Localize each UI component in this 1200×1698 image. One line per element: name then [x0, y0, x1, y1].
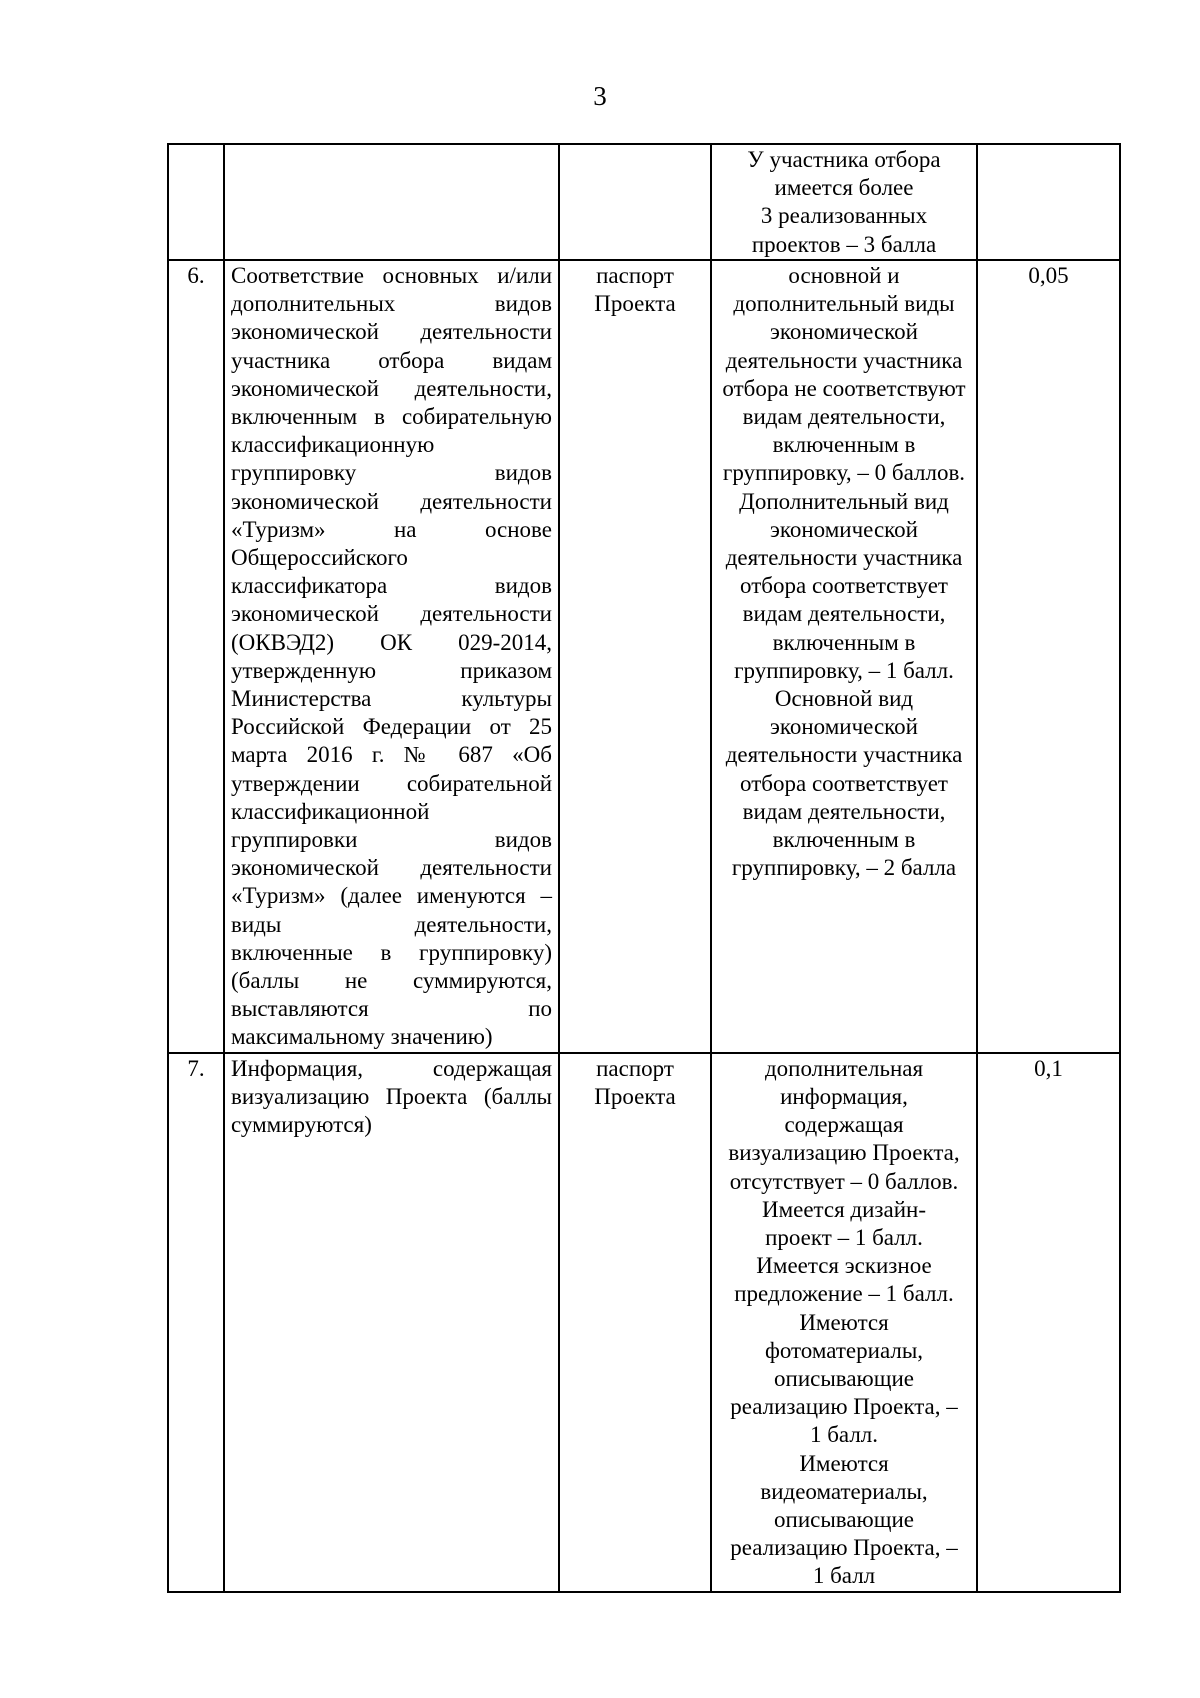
criterion-line: классификатора видов [231, 573, 552, 599]
criterion-line: (баллы не суммируются, [231, 968, 552, 994]
table-row-continued [168, 144, 1120, 260]
score-line: реализацию Проекта, – [730, 1535, 958, 1561]
score-line: видам деятельности, [742, 601, 946, 627]
criterion-line: экономической деятельности [231, 319, 552, 345]
criterion-line: Министерства культуры [231, 686, 552, 712]
score-line: деятельности участника [725, 742, 963, 768]
criterion-line: «Туризм» на основе [231, 516, 552, 542]
criteria-table [167, 143, 1121, 1593]
criterion-line: участника отбора видам [231, 347, 552, 373]
criterion-line: утверждении собирательной [231, 770, 552, 796]
score-line: группировку, – 1 балл. [734, 657, 954, 683]
score-line: деятельности участника [725, 545, 963, 571]
score-line: видам деятельности, [742, 404, 946, 430]
score-line: отбора соответствует [740, 770, 948, 796]
criterion-line: выставляются по [231, 996, 552, 1022]
criterion-line: группировку видов [231, 460, 552, 486]
cell-source [559, 1053, 711, 1592]
criterion-line: экономической деятельности [231, 855, 552, 881]
source-line: Проекта [594, 1083, 676, 1109]
score-line: отбора соответствует [740, 573, 948, 599]
table-row [168, 260, 1120, 1053]
cell-weight: 0,05 [977, 260, 1120, 1053]
criterion-line: суммируются) [231, 1112, 372, 1138]
table-row [168, 1053, 1120, 1592]
criterion-line: (ОКВЭД2) ОК 029-2014, [231, 629, 552, 655]
score-line: видам деятельности, [742, 798, 946, 824]
cell-weight [977, 144, 1120, 260]
page-number: 3 [593, 81, 607, 111]
criterion-line: экономической деятельности [231, 488, 552, 514]
score-line: 1 балл. [809, 1422, 879, 1448]
cell-source [559, 144, 711, 260]
criterion-line: классификационную [231, 432, 435, 458]
score-line: включенным в [772, 432, 916, 458]
cell-score [711, 144, 977, 260]
criterion-line: марта 2016 г. № 687 «Об [231, 742, 552, 768]
source-line: паспорт [596, 263, 674, 288]
criterion-line: экономической деятельности, [231, 375, 552, 401]
cell-criterion [224, 1053, 559, 1592]
source-line: Проекта [594, 291, 676, 317]
cell-criterion [224, 260, 559, 1053]
score-line: дополнительный виды [733, 291, 955, 317]
criterion-line: утвержденную приказом [231, 657, 552, 683]
score-line: имеется более [774, 175, 914, 201]
criterion-line: Общероссийского [231, 545, 408, 571]
score-line: Основной вид [774, 686, 914, 712]
score-line: проект – 1 балл. [765, 1224, 923, 1250]
score-line: Имеется дизайн- [761, 1196, 927, 1222]
row-number: 7. [168, 1053, 224, 1592]
criterion-line: виды деятельности, [231, 911, 552, 937]
score-line: описывающие [774, 1506, 914, 1532]
criterion-line: включенные в группировку) [231, 939, 552, 965]
score-line: группировку, – 0 баллов. [722, 460, 966, 486]
criterion-line: группировки видов [231, 827, 552, 853]
score-line: группировку, – 2 балла [731, 855, 957, 881]
score-line: дополнительная [764, 1055, 924, 1081]
source-line: паспорт [596, 1055, 674, 1081]
score-line: описывающие [774, 1365, 914, 1391]
criterion-line: максимальному значению) [231, 1024, 493, 1050]
cell-criterion [224, 144, 559, 260]
score-line: деятельности участника [725, 347, 963, 373]
criterion-line: Российской Федерации от 25 [231, 714, 552, 740]
cell-source [559, 260, 711, 1053]
score-line: экономической [770, 714, 918, 740]
score-line: информация, [780, 1083, 908, 1109]
score-line: отсутствует – 0 баллов. [729, 1168, 959, 1194]
criterion-line: Информация, содержащая [231, 1055, 552, 1081]
cell-score [711, 1053, 977, 1592]
cell-number [168, 144, 224, 260]
criterion-line: дополнительных видов [231, 291, 552, 317]
criterion-line: Соответствие основных и/или [231, 263, 552, 288]
score-line: У участника отбора [747, 147, 941, 172]
score-line: предложение – 1 балл. [734, 1281, 954, 1307]
row-number: 6. [168, 260, 224, 1053]
score-line: проектов – 3 балла [751, 231, 937, 257]
score-line: содержащая [784, 1112, 904, 1138]
score-line: реализацию Проекта, – [730, 1394, 958, 1420]
score-line: Имеются [799, 1309, 889, 1335]
criterion-line: «Туризм» (далее именуются – [231, 883, 552, 909]
score-line: включенным в [772, 827, 916, 853]
score-line: включенным в [772, 629, 916, 655]
cell-weight: 0,1 [977, 1053, 1120, 1592]
score-line: фотоматериалы, [764, 1337, 924, 1363]
criterion-line: экономической деятельности [231, 601, 552, 627]
score-line: визуализацию Проекта, [728, 1140, 960, 1166]
score-line: Дополнительный вид [739, 488, 949, 514]
criterion-line: визуализацию Проекта (баллы [231, 1083, 552, 1109]
score-line: 3 реализованных [760, 203, 928, 229]
score-line: 1 балл [812, 1563, 876, 1589]
criterion-line: включенным в собирательную [231, 404, 552, 430]
score-line: основной и [788, 263, 900, 288]
score-line: Имеется эскизное [756, 1253, 932, 1279]
criterion-line: классификационной [231, 798, 430, 824]
score-line: Имеются [799, 1450, 889, 1476]
cell-score [711, 260, 977, 1053]
score-line: экономической [770, 319, 918, 345]
score-line: видеоматериалы, [760, 1478, 928, 1504]
score-line: отбора не соответствуют [722, 375, 966, 401]
score-line: экономической [770, 516, 918, 542]
